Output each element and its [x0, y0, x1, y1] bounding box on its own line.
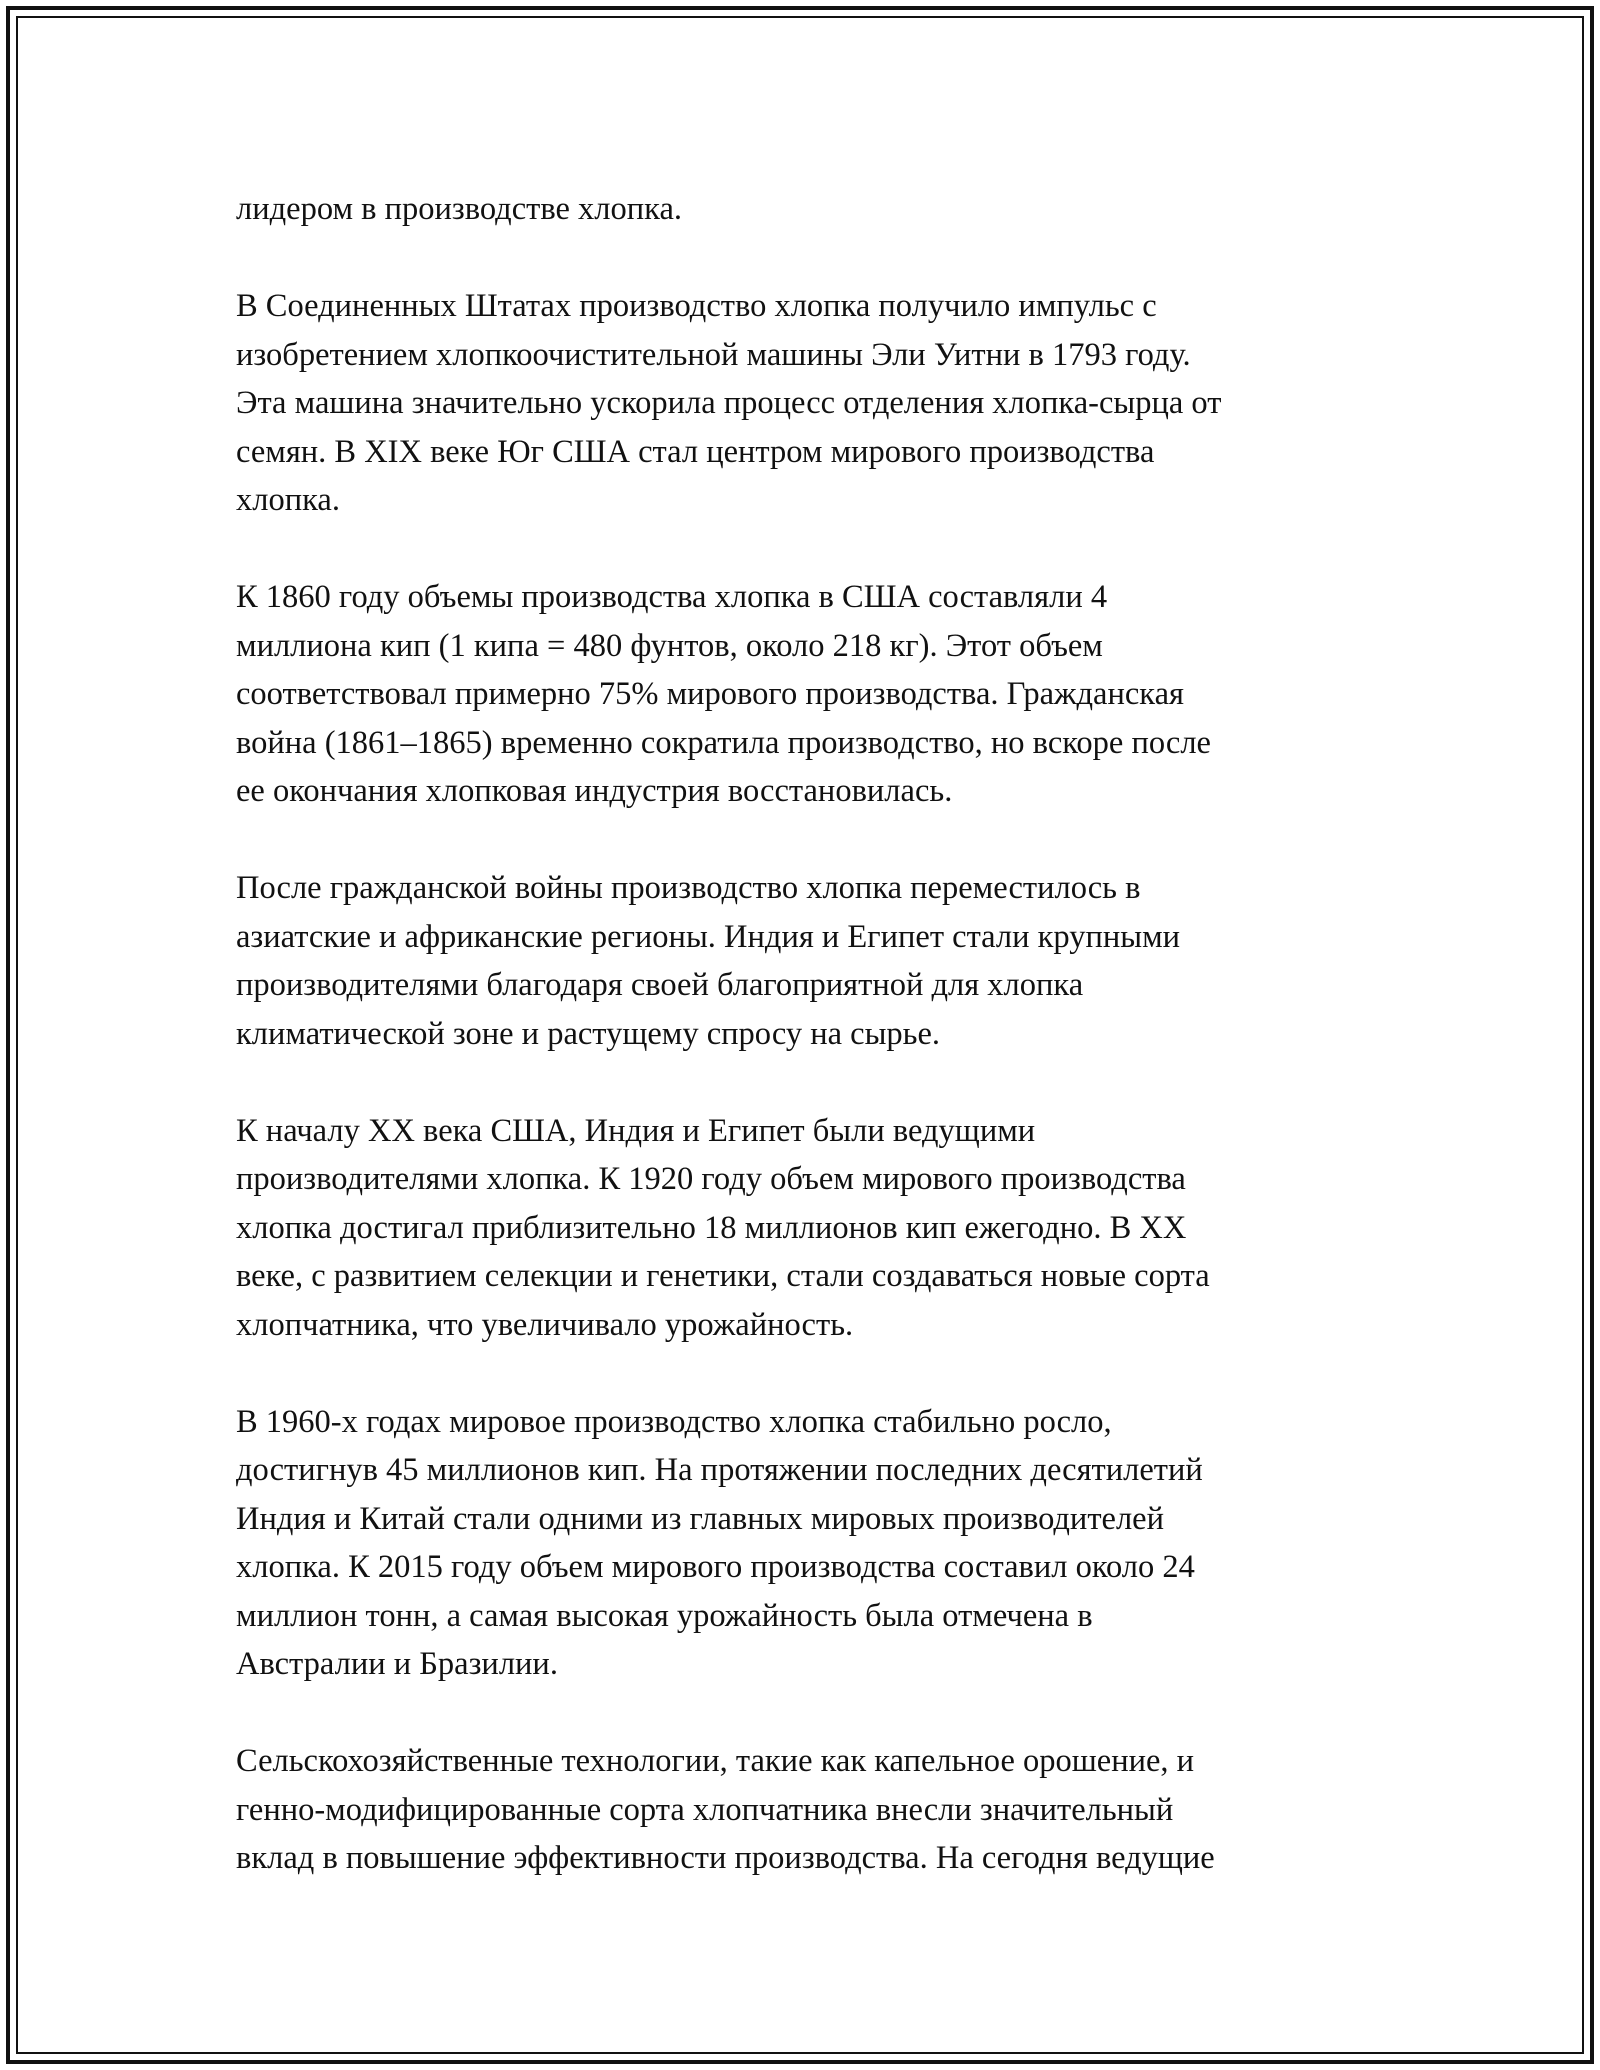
- paragraph-5: К началу XX века США, Индия и Египет были ведущими производителями хлопка. К 1920 году объем мирового производства хлопка достигал приблизительно 18 миллионов кип ежегодно. В XX веке, с развитием селекции и генетики, стали создаваться новые сорта хлопчатника, что увеличивало урожайность.: [236, 1112, 1210, 1343]
- paragraph-4: После гражданской войны производство хлопка переместилось в азиатские и африканские регионы. Индия и Египет стали крупными производителями благодаря своей благоприятной для хлопка климатической зоне и растущему спросу на сырье.: [236, 870, 1181, 1052]
- paragraph-2: В Соединенных Штатах производство хлопка получило импульс с изобретением хлопкоочистительной машины Эли Уитни в 1793 году. Эта машина значительно ускорила процесс отделения хлопка-сырца от семян. В XIX веке Юг США стал центром мирового производства хлопка.: [236, 288, 1222, 518]
- paragraph-3: К 1860 году объемы производства хлопка в США составляли 4 миллиона кип (1 кипа = 480 фунтов, около 218 кг). Этот объем соответствовал примерно 75% мирового производства. Гражданская война (1861–1865) временно сократила производство, но вскоре после ее окончания хлопковая индустрия восстановилась.: [236, 579, 1211, 809]
- paragraph-1: лидером в производстве хлопка.: [236, 191, 683, 227]
- document-body: [236, 185, 1376, 1883]
- paragraph-7: Сельскохозяйственные технологии, такие как капельное орошение, и генно-модифицированные сорта хлопчатника внесли значительный вклад в повышение эффективности производства. На сегодня ведущие: [236, 1743, 1215, 1876]
- paragraph-6: В 1960-х годах мировое производство хлопка стабильно росло, достигнув 45 миллионов кип. На протяжении последних десятилетий Индия и Китай стали одними из главных мировых производителей хлопка. К 2015 году объем мирового производства составил около 24 миллион тонн, а самая высокая урожайность была отмечена в Австралии и Бразилии.: [236, 1403, 1203, 1682]
